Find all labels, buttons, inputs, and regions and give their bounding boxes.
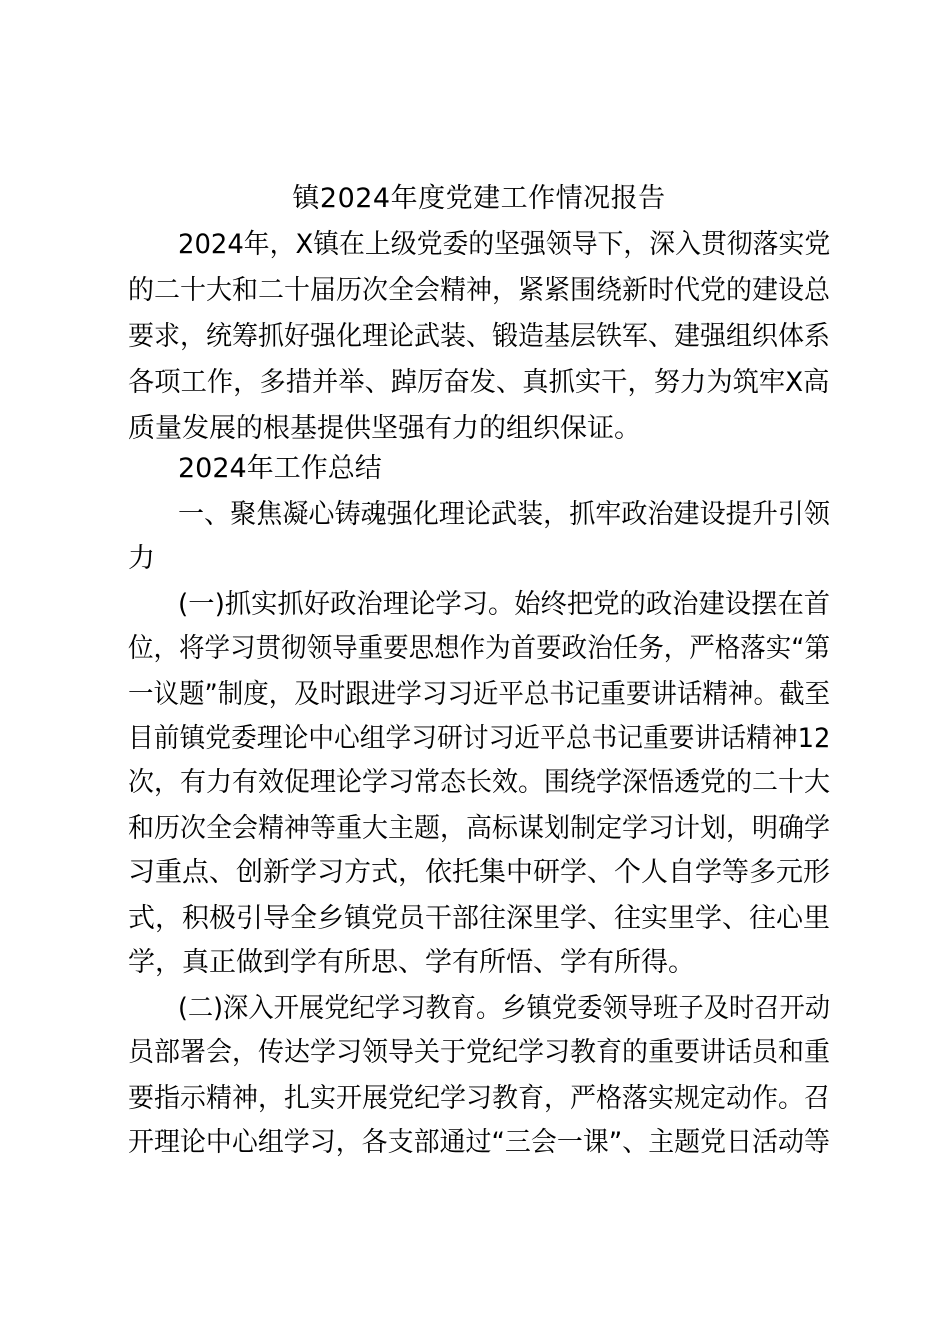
intro-paragraph-line-3: 要求，统筹抓好强化理论武装、锻造基层铁军、建强组织体系 [128, 321, 831, 352]
intro-paragraph-line-4: 各项工作，多措并举、踔厉奋发、真抓实干，努力为筑牢X高 [128, 367, 830, 398]
subsection-1-line-7: 习重点、创新学习方式，依托集中研学、个人自学等多元形 [128, 857, 830, 888]
summary-heading: 2024年工作总结 [178, 453, 382, 484]
subsection-1-line-3: 一议题”制度，及时跟进学习习近平总书记重要讲话精神。截至 [128, 679, 830, 710]
subsection-2-line-2: 员部署会，传达学习领导关于党纪学习教育的重要讲话员和重 [128, 1037, 831, 1068]
subsection-1-line-5: 次，有力有效促理论学习常态长效。围绕学深悟透党的二十大 [128, 767, 831, 798]
section-heading-1-line-1: 一、聚焦凝心铸魂强化理论武装，抓牢政治建设提升引领 [178, 499, 830, 530]
subsection-2-line-3: 要指示精神，扎实开展党纪学习教育，严格落实规定动作。召 [128, 1083, 831, 1114]
subsection-1-line-9: 学，真正做到学有所思、学有所悟、学有所得。 [128, 947, 695, 978]
subsection-1-line-1: (一)抓实抓好政治理论学习。始终把党的政治建设摆在首 [178, 589, 831, 620]
subsection-1-line-6: 和历次全会精神等重大主题，高标谋划制定学习计划，明确学 [128, 813, 831, 844]
subsection-2-line-1: (二)深入开展党纪学习教育。乡镇党委领导班子及时召开动 [178, 993, 831, 1024]
subsection-1-line-8: 式，积极引导全乡镇党员干部往深里学、往实里学、往心里 [128, 903, 830, 934]
section-heading-1-line-2: 力 [128, 543, 155, 574]
document-title: 镇2024年度党建工作情况报告 [292, 183, 666, 214]
intro-paragraph-line-5: 质量发展的根基提供坚强有力的组织保证。 [128, 413, 641, 444]
subsection-1-line-2: 位，将学习贯彻领导重要思想作为首要政治任务，严格落实“第 [128, 633, 830, 664]
subsection-1-line-4: 目前镇党委理论中心组学习研讨习近平总书记重要讲话精神12 [128, 723, 831, 754]
subsection-2-line-4: 开理论中心组学习，各支部通过“三会一课”、主题党日活动等 [128, 1127, 830, 1158]
intro-paragraph-line-1: 2024年，X镇在上级党委的坚强领导下，深入贯彻落实党 [178, 229, 831, 260]
intro-paragraph-line-2: 的二十大和二十届历次全会精神，紧紧围绕新时代党的建设总 [128, 275, 831, 306]
